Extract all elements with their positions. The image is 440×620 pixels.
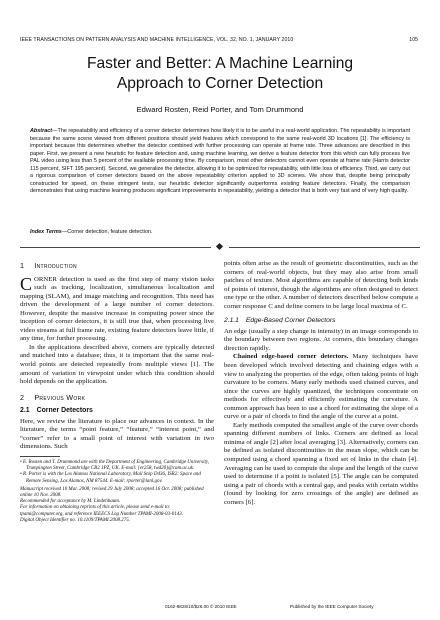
- copyright-code: 0162-8828/10/$26.00 © 2010 IEEE: [165, 604, 237, 609]
- section-number: 1: [20, 261, 25, 270]
- section-heading-previous-work: [20, 394, 214, 403]
- chained-detectors-label: Chained edge-based corner detectors.: [233, 353, 349, 361]
- recommended-by: Recommended for acceptance by M. Lindenbaum.: [20, 499, 121, 505]
- right-paragraph-2: An edge (usually a step change in intensity) in an image corresponds to the boundary between two regions. At corners, this boundary changes direction rapidly.: [224, 327, 418, 352]
- footnote-affiliation-2: • R. Porter is with the Los Alamos National Laboratory, Mail Stop D436, ISR2: Space and Remote Sensing, Los Alamos, NM 87544. E-mail: rporter@lanl.gov.: [20, 472, 201, 484]
- right-paragraph-4: Early methods computed the smallest angle of the curve over chords spanning different numbers of links. Corners are defined as local minima of angle [2] after local averaging [3]. Alternatively, corners can be defined as isolated discontinuities in the mean slope, which can be computed using a chord spanning a fixed set of links in the chain [4]. Averaging can be used to compute the slope and the length of the curve used to determine if a point is isolated [5]. The angle can be computed using a pair of chords with a central gap, and peaks with certain widths (found by looking for zero crossings of the angle) are defined as corners [6].: [224, 421, 418, 506]
- section-separator: [20, 244, 420, 250]
- abstract: [30, 128, 410, 196]
- reprint-info: For information on obtaining reprints of this article, please send e-mail to: tpami@computer.org, and reference IEEECS Log Number TPAMI-2008-03-0143.: [20, 505, 183, 517]
- subsubsection-title: Edge-Based Corner Detectors: [245, 317, 336, 325]
- drop-cap: C: [20, 273, 33, 294]
- copyright-footer: [20, 604, 420, 612]
- manuscript-dates: Manuscript received 10 Mar. 2008; revised 29 July 2008; accepted 16 Oct. 2008; published online 10 Nov. 2008.: [20, 486, 204, 498]
- diamond-ornament-icon: [216, 243, 223, 250]
- publisher-line: Published by the IEEE Computer Society: [290, 604, 374, 609]
- footnote-affiliation-1: • E. Rosten and T. Drummond are with the Department of Engineering, Cambridge University, Trumpington Street, Cambridge CB2 1PZ, UK. E-mail: {er258, twd20}@cam.ac.uk.: [20, 459, 210, 472]
- paper-title-line-2: Approach to Corner Detection: [116, 75, 324, 92]
- separator-line-right: [229, 247, 420, 248]
- index-terms-text: —Corner detection, feature detection.: [61, 229, 153, 235]
- section-number: 2: [20, 392, 25, 402]
- section-title: Previous Work: [34, 392, 86, 402]
- subsubsection-heading-edge-based: [224, 317, 418, 326]
- subsubsection-number: 2.1.1: [224, 317, 239, 325]
- index-terms-label: Index Terms: [30, 229, 62, 235]
- subsection-heading-corner-detectors: [20, 407, 214, 416]
- subsection-number: 2.1: [20, 407, 30, 415]
- left-column: [20, 262, 214, 524]
- intro-paragraph-2: In the applications described above, corners are typically detected and matched into a database; thus, it is important that the same real-world points are detected repeatedly from multiple views [1]. The amount of variation in viewpoint under which this condition should hold depends on the application.: [20, 343, 214, 386]
- footnotes: [20, 460, 214, 524]
- previous-work-paragraph: Here, we review the literature to place our advances in context. In the literature, the terms “point feature,” “feature,” “interest point,” and “corner” refer to a small point of interest with variation in two dimensions. Such: [20, 417, 214, 451]
- intro-paragraph-1: [20, 273, 214, 344]
- doi: Digital Object Identifier no. 10.1109/TPAMI.2008.275.: [20, 517, 130, 523]
- footnote-rule: [20, 456, 60, 457]
- right-column: [224, 260, 418, 507]
- page-number: 105: [409, 37, 418, 43]
- abstract-text: —The repeatability and efficiency of a corner detector determines how likely it is to be useful in a real-world application. The repeatability is important because the same scene viewed from different positions should yield features which correspond to the same real-world 3D locations [1]. The efficiency is important because this determines whether the detector combined with further processing can operate at frame rate. Three advances are described in this paper. First, we present a new heuristic for feature detection and, using machine learning, we derive a feature detector from this which can fully process live PAL video using less than 5 percent of the available processing time. By comparison, most other detectors cannot even operate at frame rate (Harris detector 115 percent, SIFT 195 percent). Second, we generalize the detector, allowing it to be optimized for repeatability, with little loss of efficiency. Third, we carry out a rigorous comparison of corner detectors based on the above repeatability criterion applied to 3D scenes. We show that, despite being principally constructed for speed, on these stringent tests, our heuristic detector significantly outperforms existing feature detectors. Finally, the comparison demonstrates that using machine learning produces significant improvements in repeatability, yielding a detector that is both very fast and of very high quality.: [30, 128, 410, 195]
- paper-title-line-1: Faster and Better: A Machine Learning: [86, 55, 354, 72]
- right-paragraph-3-text: Many techniques have been developed which involved detecting and chaining edges with a view to analyzing the properties of the edge, often taking points of high curvature to be corners. Many early methods used chained curves, and since the curves are highly quantized, the techniques concentrate on methods for effectively and efficiently estimating the curvature. A common approach has been to use a chord for estimating the slope of a curve or a pair of chords to find the angle of the curve at a point.: [224, 353, 418, 421]
- section-heading-introduction: [20, 262, 214, 271]
- subsection-title: Corner Detectors: [36, 407, 93, 415]
- intro-paragraph-1-text: ORNER detection is used as the first step of many vision tasks such as tracking, localization, simultaneous localization and mapping (SLAM), and image matching and recognition. This need has driven the development of a large number of corner detectors. However, despite the massive increase in computing power since the inception of corner detectors, it is still true that, when processing live video streams at full frame rate, existing feature detectors leave little, if any time, for further processing.: [20, 275, 214, 343]
- paper-title: [20, 54, 420, 94]
- right-paragraph-3: [224, 353, 418, 421]
- section-title: Introduction: [34, 261, 77, 270]
- separator-line-left: [20, 247, 211, 248]
- index-terms: [30, 229, 410, 235]
- abstract-label: Abstract: [30, 128, 53, 134]
- right-paragraph-1: points often arise as the result of geometric discontinuities, such as the corners of real-world objects, but they may also arise from small patches of texture. Most algorithms are capable of detecting both kinds of points of interest, though the algorithms are often designed to detect one type or the other. A number of detectors described below compute a corner response C and define corners to be large local maxima of C.: [224, 260, 419, 310]
- running-head: [20, 37, 418, 47]
- journal-name: IEEE TRANSACTIONS ON PATTERN ANALYSIS AND MACHINE INTELLIGENCE, VOL. 32, NO. 1, JANUARY 2010: [20, 37, 294, 43]
- author-list: Edward Rosten, Reid Porter, and Tom Drummond: [136, 105, 304, 114]
